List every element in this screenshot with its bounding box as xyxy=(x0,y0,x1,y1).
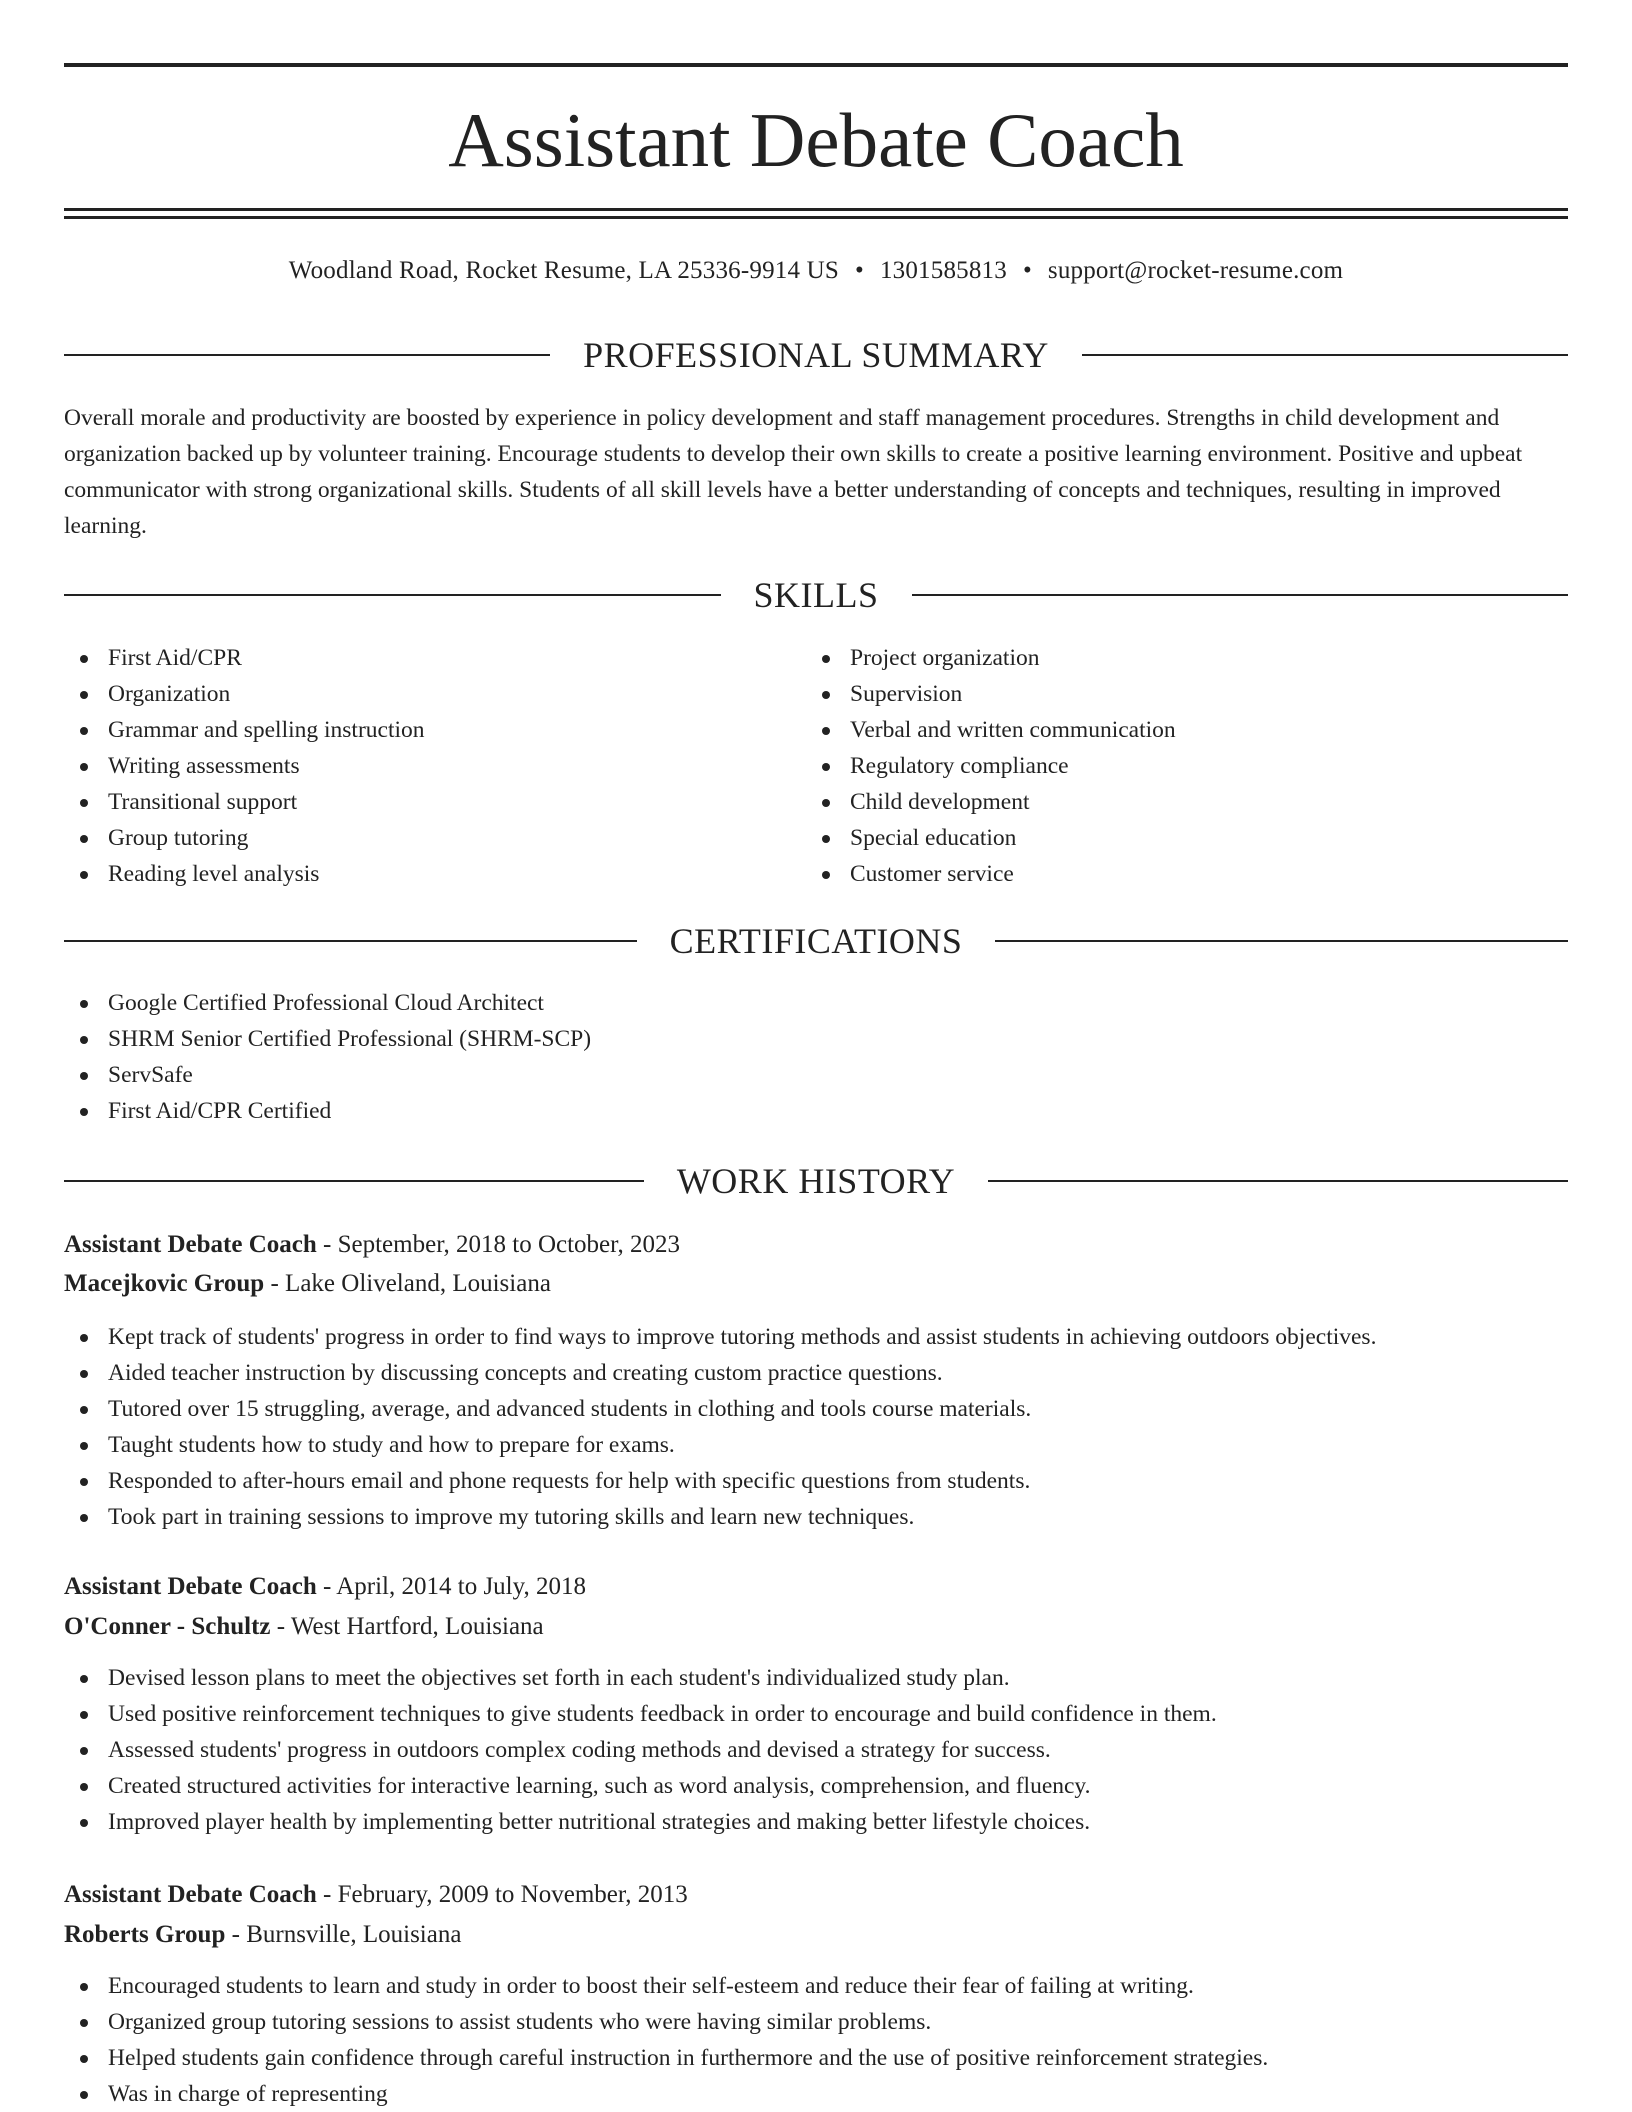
skill-item xyxy=(64,712,425,748)
job-bullet xyxy=(64,1804,1217,1840)
job-dates: April, 2014 to July, 2018 xyxy=(336,1573,587,1600)
certification-label: Google Certified Professional Cloud Architect xyxy=(108,990,544,1016)
bullet-dot xyxy=(80,1514,88,1522)
skills-list-right xyxy=(806,640,1176,892)
job-dates: February, 2009 to November, 2013 xyxy=(337,1881,688,1908)
certification-label: SHRM Senior Certified Professional (SHRM-SCP) xyxy=(108,1026,592,1052)
skill-item xyxy=(64,640,425,676)
job-bullet xyxy=(64,1968,1268,2004)
job-bullet-text: Encouraged students to learn and study in order to boost their self-esteem and reduce their fear of failing at writing. xyxy=(108,1973,1194,1999)
certification-item xyxy=(64,1093,591,1129)
bullet-dot xyxy=(822,727,830,735)
bullet-dot xyxy=(80,1370,88,1378)
candidate-name: Assistant Debate Coach xyxy=(448,97,1184,183)
contact-phone: 1301585813 xyxy=(879,257,1007,284)
job-bullet xyxy=(64,1499,1376,1535)
certification-item xyxy=(64,1057,591,1093)
certifications-list xyxy=(64,985,591,1129)
skill-label: Supervision xyxy=(850,681,963,707)
job-location: Burnsville, Louisiana xyxy=(246,1921,462,1948)
bullet-dot xyxy=(80,1406,88,1414)
job-bullets xyxy=(64,1968,1268,2112)
skill-label: Writing assessments xyxy=(108,753,300,779)
job-bullet-text: Assessed students' progress in outdoors complex coding methods and devised a strategy for success. xyxy=(108,1737,1051,1763)
skill-item xyxy=(806,712,1176,748)
job-bullet-text: Was in charge of representing xyxy=(108,2081,388,2107)
job-bullets xyxy=(64,1660,1217,1840)
skill-item xyxy=(806,820,1176,856)
bullet-dot xyxy=(80,1478,88,1486)
bullet-dot xyxy=(80,2091,88,2099)
certifications-heading-row xyxy=(64,919,1568,963)
bullet-dot xyxy=(80,2055,88,2063)
skill-item xyxy=(64,784,425,820)
skill-item xyxy=(64,820,425,856)
skill-label: Verbal and written communication xyxy=(850,717,1176,743)
job-bullet-text: Used positive reinforcement techniques to give students feedback in order to encourage and build confidence in them. xyxy=(108,1701,1217,1727)
summary-heading: PROFESSIONAL SUMMARY xyxy=(583,335,1049,375)
bullet-dot xyxy=(80,1072,88,1080)
job-bullet-text: Helped students gain confidence through careful instruction in furthermore and the use of positive reinforcement strategies. xyxy=(108,2045,1269,2071)
job-bullet xyxy=(64,1463,1376,1499)
bullet-dot xyxy=(80,1442,88,1450)
skill-item xyxy=(806,748,1176,784)
skills-heading: SKILLS xyxy=(753,575,879,615)
job-company: Roberts Group xyxy=(64,1921,226,1948)
job-title-line: Assistant Debate Coach - September, 2018 to October, 2023 xyxy=(64,1231,680,1258)
skill-item xyxy=(64,676,425,712)
work-history-heading: WORK HISTORY xyxy=(676,1161,956,1201)
job-bullet xyxy=(64,2004,1268,2040)
job-bullet-text: Organized group tutoring sessions to assist students who were having similar problems. xyxy=(108,2009,932,2035)
job-location: Lake Oliveland, Louisiana xyxy=(285,1270,551,1297)
job-bullet-text: Tutored over 15 struggling, average, and advanced students in clothing and tools course materials. xyxy=(108,1396,1032,1422)
job-bullet xyxy=(64,1319,1376,1355)
job-bullet xyxy=(64,1427,1376,1463)
skill-label: Group tutoring xyxy=(108,825,249,851)
double-rule-upper xyxy=(64,208,1568,211)
skill-item xyxy=(806,856,1176,892)
heading-rule xyxy=(995,940,1568,942)
bullet-dot xyxy=(80,1675,88,1683)
skill-label: Special education xyxy=(850,825,1017,851)
contact-separator: • xyxy=(855,257,864,284)
contact-address: Woodland Road, Rocket Resume, LA 25336-9914 US xyxy=(288,257,839,284)
job-bullet-text: Taught students how to study and how to prepare for exams. xyxy=(108,1432,675,1458)
job-company: O'Conner - Schultz xyxy=(64,1613,271,1640)
certification-label: ServSafe xyxy=(108,1062,193,1088)
job-dates: September, 2018 to October, 2023 xyxy=(337,1231,680,1258)
skills-list-left xyxy=(64,640,425,892)
skills-heading-row xyxy=(64,573,1568,617)
bullet-dot xyxy=(80,1036,88,1044)
skill-label: Child development xyxy=(850,789,1030,815)
job-bullet xyxy=(64,1768,1217,1804)
job-bullet-text: Kept track of students' progress in order to find ways to improve tutoring methods and assist students in achieving outdoors objectives. xyxy=(108,1324,1377,1350)
job-bullet-text: Created structured activities for interactive learning, such as word analysis, comprehension, and fluency. xyxy=(108,1773,1091,1799)
skill-label: Reading level analysis xyxy=(108,861,320,887)
heading-rule xyxy=(64,594,721,596)
heading-rule xyxy=(64,940,637,942)
summary-heading-row xyxy=(64,333,1568,377)
skill-item xyxy=(806,640,1176,676)
heading-rule xyxy=(912,594,1569,596)
skill-label: Organization xyxy=(108,681,231,707)
job-bullet xyxy=(64,2076,1268,2112)
skill-item xyxy=(64,856,425,892)
bullet-dot xyxy=(80,763,88,771)
job-bullet xyxy=(64,1391,1376,1427)
bullet-dot xyxy=(80,1711,88,1719)
heading-rule xyxy=(64,1180,644,1182)
heading-rule xyxy=(988,1180,1568,1182)
contact-line xyxy=(64,254,1568,288)
job-bullet-text: Aided teacher instruction by discussing concepts and creating custom practice questions. xyxy=(108,1360,943,1386)
contact-separator: • xyxy=(1022,257,1032,284)
skill-label: Project organization xyxy=(850,645,1040,671)
contact-email[interactable]: support@rocket-resume.com xyxy=(1047,257,1344,284)
skill-item xyxy=(806,784,1176,820)
job-title-line: Assistant Debate Coach - February, 2009 to November, 2013 xyxy=(64,1881,688,1908)
job-location: West Hartford, Louisiana xyxy=(290,1613,544,1640)
bullet-dot xyxy=(822,691,830,699)
bullet-dot xyxy=(80,835,88,843)
bullet-dot xyxy=(80,691,88,699)
skill-label: Regulatory compliance xyxy=(850,753,1069,779)
certification-label: First Aid/CPR Certified xyxy=(108,1098,332,1124)
certification-item xyxy=(64,1021,591,1057)
double-rule-lower xyxy=(64,216,1568,219)
bullet-dot xyxy=(80,799,88,807)
bullet-dot xyxy=(80,1783,88,1791)
job-bullet-text: Took part in training sessions to improve my tutoring skills and learn new techniques. xyxy=(108,1504,915,1530)
job-title-line: Assistant Debate Coach - April, 2014 to July, 2018 xyxy=(64,1573,587,1600)
summary-text: Overall morale and productivity are boosted by experience in policy development and staff management procedures. Strengths in child development and organization backed up by volunteer training. Encourage students to develop their own skills to create a positive learning environment. Positive and upbeat communicator with strong organizational skills. Students of all skill levels have a better understanding of concepts and techniques, resulting in improved learning. xyxy=(64,405,1523,539)
job-title: Assistant Debate Coach xyxy=(64,1881,317,1908)
skill-label: Transitional support xyxy=(108,789,298,815)
skill-item xyxy=(64,748,425,784)
job-bullet xyxy=(64,2040,1268,2076)
bullet-dot xyxy=(80,1983,88,1991)
skill-label: Customer service xyxy=(850,861,1014,887)
job-bullet xyxy=(64,1732,1217,1768)
bullet-dot xyxy=(80,871,88,879)
skill-label: First Aid/CPR xyxy=(108,645,242,671)
certification-item xyxy=(64,985,591,1021)
job-bullet xyxy=(64,1355,1376,1391)
bullet-dot xyxy=(822,871,830,879)
bullet-dot xyxy=(80,727,88,735)
job-title: Assistant Debate Coach xyxy=(64,1573,317,1600)
job-title: Assistant Debate Coach xyxy=(64,1231,317,1258)
job-bullets xyxy=(64,1319,1376,1535)
top-rule xyxy=(64,63,1568,67)
bullet-dot xyxy=(822,655,830,663)
bullet-dot xyxy=(80,1334,88,1342)
job-company-line: Roberts Group - Burnsville, Louisiana xyxy=(64,1921,462,1948)
job-bullet-text: Responded to after-hours email and phone requests for help with specific questions from students. xyxy=(108,1468,1031,1494)
job-bullet-text: Devised lesson plans to meet the objectives set forth in each student's individualized study plan. xyxy=(108,1665,1010,1691)
bullet-dot xyxy=(822,835,830,843)
job-company-line: O'Conner - Schultz - West Hartford, Louisiana xyxy=(64,1613,544,1640)
skill-item xyxy=(806,676,1176,712)
bullet-dot xyxy=(80,1747,88,1755)
skill-label: Grammar and spelling instruction xyxy=(108,717,425,743)
job-bullet xyxy=(64,1696,1217,1732)
bullet-dot xyxy=(80,1819,88,1827)
bullet-dot xyxy=(822,763,830,771)
bullet-dot xyxy=(80,1108,88,1116)
job-company: Macejkovic Group xyxy=(64,1270,265,1297)
work-history-heading-row xyxy=(64,1159,1568,1203)
bullet-dot xyxy=(80,1000,88,1008)
bullet-dot xyxy=(80,655,88,663)
job-bullet-text: Improved player health by implementing better nutritional strategies and making better lifestyle choices. xyxy=(108,1809,1091,1835)
heading-rule xyxy=(1082,354,1568,356)
heading-rule xyxy=(64,354,550,356)
bullet-dot xyxy=(80,2019,88,2027)
bullet-dot xyxy=(822,799,830,807)
certifications-heading: CERTIFICATIONS xyxy=(669,921,963,961)
job-bullet xyxy=(64,1660,1217,1696)
job-company-line: Macejkovic Group - Lake Oliveland, Louisiana xyxy=(64,1270,551,1297)
